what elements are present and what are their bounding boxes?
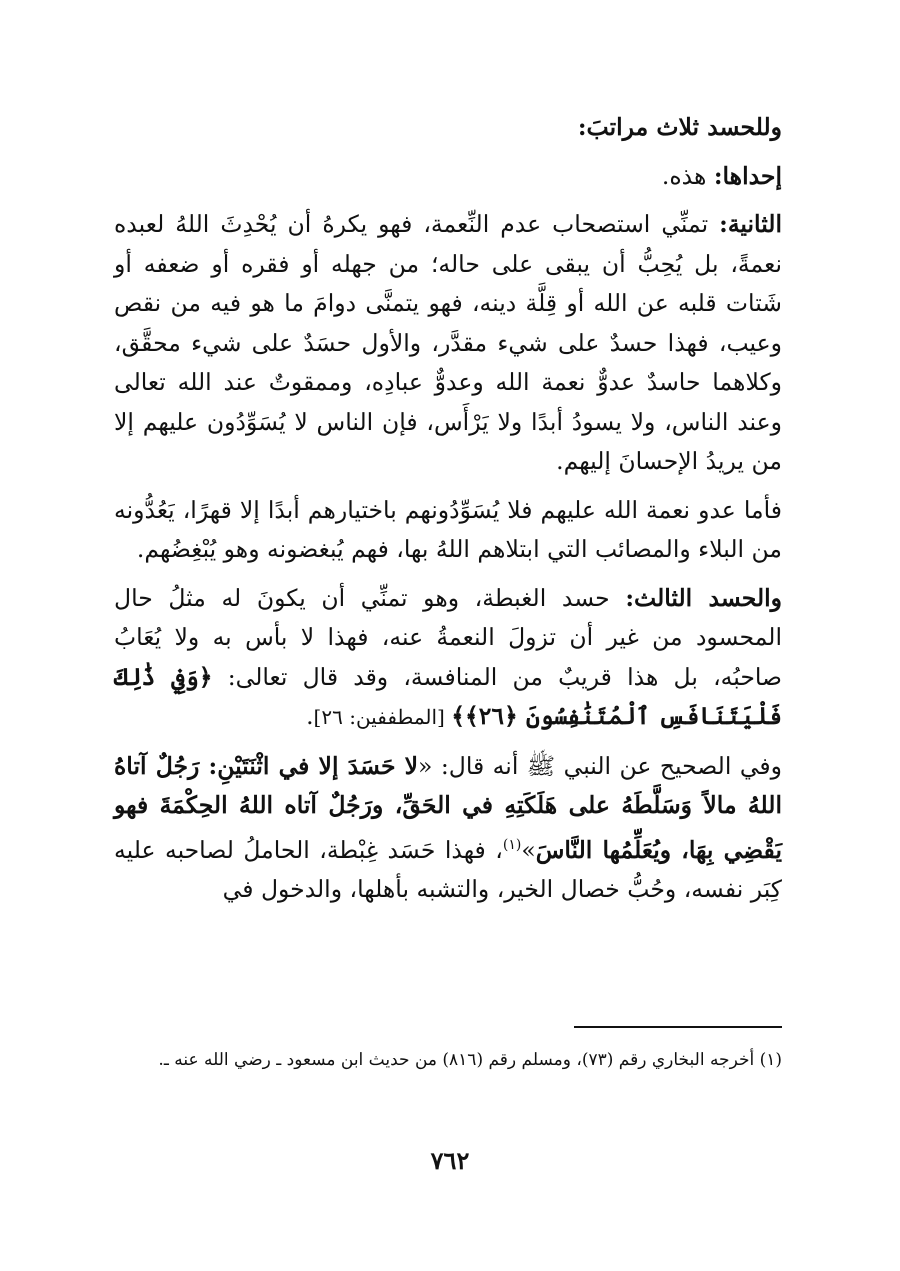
footnote-marker: (١) <box>502 836 522 853</box>
paragraph-text: حسد الغبطة، وهو تمنِّي أن يكونَ له مثلُ حال المحسود من غير أن تزولَ النعمةُ عنه، فهذا لا بأس به ولا يُعَابُ صاحبُه، بل هذا قريبٌ من المنافسة، وقد قال تعالى: <box>114 583 782 691</box>
page-body <box>114 108 782 909</box>
paragraph-text: فأما عدو نعمة الله عليهم فلا يُسَوِّدُونهم باختيارهم أبدًا إلا قهرًا، يَعُدُّونه من البلاء والمصائب التي ابتلاهم اللهُ بها، فهم يُبغضونه وهو يُبْغِضُهم. <box>114 495 782 563</box>
paragraph-second-degree <box>114 205 782 482</box>
footnote: (١) أخرجه البخاري رقم (٧٣)، ومسلم رقم (٨١٦) من حديث ابن مسعود ـ رضي الله عنه ـ. <box>158 1050 782 1070</box>
page-number: ٧٦٢ <box>430 1146 470 1175</box>
paragraph-lead: إحداها: <box>713 161 782 190</box>
paragraph-lead: والحسد الثالث: <box>625 583 782 612</box>
paragraph-first-degree <box>114 157 782 197</box>
paragraph-third-degree <box>114 579 782 738</box>
hadith-text: لا حَسَدَ إلا في اثْنَتَيْنِ: رَجُلٌ آتاهُ اللهُ مالاً وَسَلَّطَهُ على هَلَكَتِهِ في الحَقِّ، ورَجُلٌ آتاه اللهُ الحِكْمَةَ فهو يَقْضِي بِهَا، ويُعَلِّمُها النَّاسَ <box>114 751 782 864</box>
paragraph-text: تمنِّي استصحاب عدم النِّعمة، فهو يكرهُ أن يُحْدِثَ اللهُ لعبده نعمةً، بل يُحِبُّ أن يبقى على حاله؛ من جهله أو فقره أو ضعفه أو شَتات قلبه عن الله أو قِلَّة دينه، فهو يتمنَّى دوامَ ما هو فيه من نقص وعيب، فهذا حسدٌ على شيء مقدَّر، والأول حسَدٌ على شيء محقَّق، وكلاهما حاسدٌ عدوٌّ نعمة الله وعدوٌّ عبادِه، وممقوتٌ عند الله تعالى وعند الناس، ولا يسودُ أبدًا ولا يَرْأَس، فإن الناس لا يُسَوِّدُون عليهم إلا من يريدُ الإحسانَ إليهم. <box>114 210 782 475</box>
paragraph-lead: الثانية: <box>719 210 782 238</box>
footnote-separator <box>574 1026 782 1028</box>
paragraph-text: هذه. <box>661 161 714 190</box>
paragraph-end: . <box>306 702 314 730</box>
paragraph-hadith <box>114 747 782 910</box>
hadith-close: » <box>521 835 536 864</box>
verse-reference: [المطففين: ٢٦] <box>313 705 452 729</box>
paragraph-text: ، فهذا حَسَد غِبْطة، الحاملُ لصاحبه عليه كِبَر نفسه، وحُبُّ خصال الخير، والتشبه بأهلها، والدخول في <box>114 835 782 903</box>
paragraph-enemy-of-blessing <box>114 491 782 570</box>
section-heading: وللحسد ثلاث مراتبَ: <box>577 113 782 141</box>
hadith-intro: وفي الصحيح عن النبي ﷺ أنه قال: « <box>418 751 782 780</box>
quran-verse: ﴿وَفِي ذَٰلِكَ فَلْيَتَنَافَسِ ٱلْمُتَنَٰفِسُونَ ﴿٢٦﴾﴾ <box>114 662 782 730</box>
